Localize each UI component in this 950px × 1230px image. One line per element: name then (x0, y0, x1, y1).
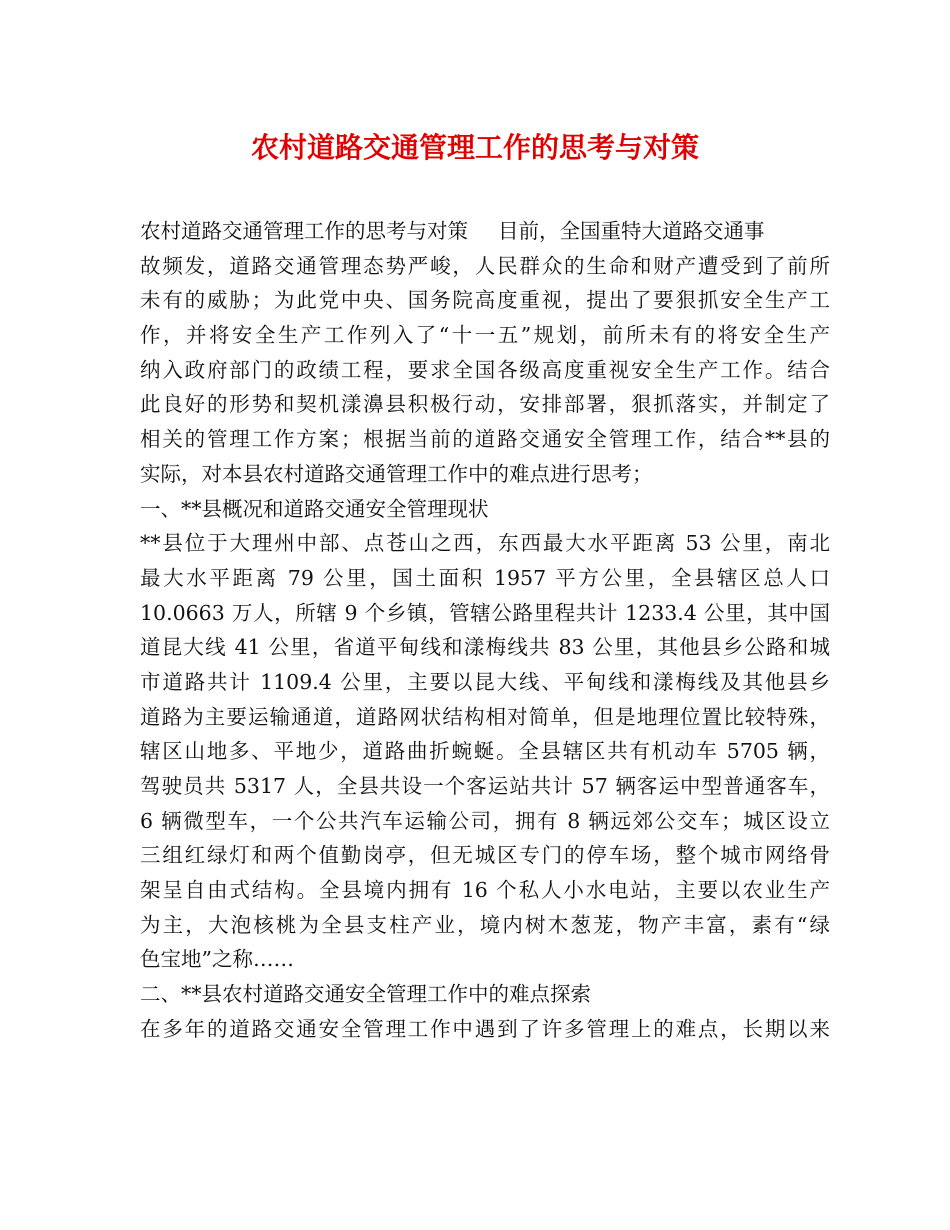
paragraph-line: 最大水平距离 79 公里，国土面积 1957 平方公里，全县辖区总人口 (140, 565, 830, 590)
document-body (140, 214, 830, 1047)
paragraph-line: 为主，大泡核桃为全县支柱产业，境内树木葱茏，物产丰富，素有“绿 (140, 912, 830, 937)
paragraph-line: 6 辆微型车，一个公共汽车运输公司，拥有 8 辆远郊公交车；城区设立 (140, 808, 830, 833)
paragraph-line: 市道路共计 1109.4 公里，主要以昆大线、平甸线和漾梅线及其他县乡 (140, 669, 830, 694)
paragraph-line: 相关的管理工作方案；根据当前的道路交通安全管理工作，结合**县的 (140, 427, 830, 452)
paragraph-line: 未有的威胁；为此党中央、国务院高度重视，提出了要狠抓安全生产工 (140, 288, 830, 313)
paragraph-line: **县位于大理州中部、点苍山之西，东西最大水平距离 53 公里，南北 (140, 531, 830, 556)
paragraph-line: 驾驶员共 5317 人，全县共设一个客运站共计 57 辆客运中型普通客车， (140, 774, 830, 798)
paragraph-line: 色宝地”之称…… (140, 947, 294, 972)
paragraph-line: 作，并将安全生产工作列入了“十一五”规划，前所未有的将安全生产 (140, 323, 830, 348)
paragraph-line: 10.0663 万人，所辖 9 个乡镇，管辖公路里程共计 1233.4 公里，其中国 (140, 600, 830, 625)
paragraph-line: 实际，对本县农村道路交通管理工作中的难点进行思考； (140, 461, 653, 486)
paragraph-line: 故频发，道路交通管理态势严峻，人民群众的生命和财产遭受到了前所 (140, 253, 830, 278)
paragraph-line: 架呈自由式结构。全县境内拥有 16 个私人小水电站，主要以农业生产 (140, 878, 830, 903)
paragraph-line: 道路为主要运输通道，道路网状结构相对简单，但是地理位置比较特殊， (140, 704, 830, 729)
paragraph-line-text: 目前，全国重特大道路交通事 (498, 219, 765, 243)
paragraph-line: 三组红绿灯和两个值勤岗亭，但无城区专门的停车场，整个城市网络骨 (140, 843, 830, 868)
paragraph-line: 辖区山地多、平地少，道路曲折蜿蜒。全县辖区共有机动车 5705 辆， (140, 739, 830, 764)
document-title: 农村道路交通管理工作的思考与对策 (250, 131, 699, 164)
section-heading: 一、**县概况和道路交通安全管理现状 (140, 496, 489, 521)
intro-label: 农村道路交通管理工作的思考与对策 (140, 219, 468, 243)
section-heading: 二、**县农村道路交通安全管理工作中的难点探索 (140, 982, 591, 1007)
paragraph-line: 纳入政府部门的政绩工程，要求全国各级高度重视安全生产工作。结合 (140, 357, 830, 382)
paragraph-line: 此良好的形势和契机漾濞县积极行动，安排部署，狠抓落实，并制定了 (140, 392, 830, 417)
paragraph-line: 在多年的道路交通安全管理工作中遇到了许多管理上的难点，长期以来 (140, 1016, 830, 1041)
paragraph-line (140, 214, 830, 249)
paragraph-line: 道昆大线 41 公里，省道平甸线和漾梅线共 83 公里，其他县乡公路和城 (140, 635, 830, 660)
